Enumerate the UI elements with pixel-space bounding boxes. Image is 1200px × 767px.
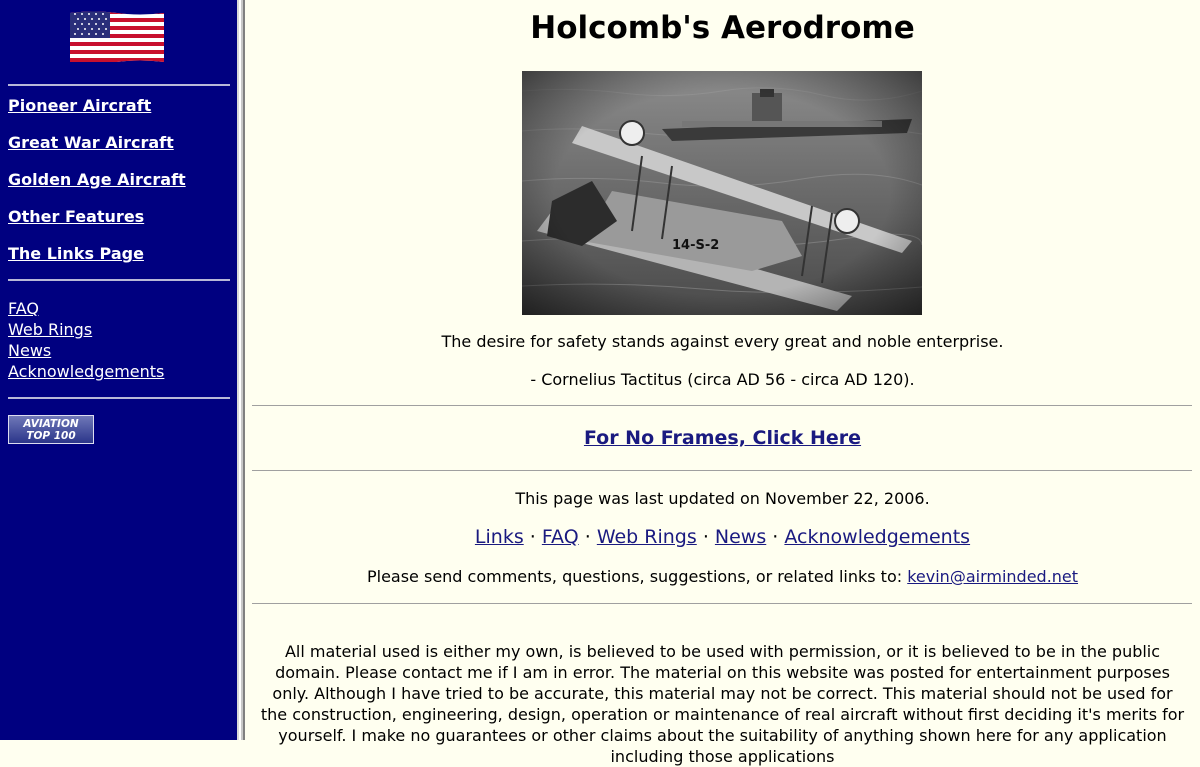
contact-prefix: Please send comments, questions, suggestions, or related links to: (366, 567, 903, 586)
main-frame (245, 0, 1200, 766)
left-frame (0, 0, 237, 740)
link-separator: · (529, 526, 536, 548)
quote-text: The desire for safety stands against every great and noble enterprise. (441, 332, 1004, 351)
contact-line (245, 567, 1200, 586)
quote-attribution: - Cornelius Tactitus (circa AD 56 - circa AD 120). (530, 370, 915, 389)
nav-link-links-page[interactable]: The Links Page (8, 244, 144, 263)
horizontal-rule (252, 603, 1192, 604)
link-separator: · (772, 526, 779, 548)
footer-link-links[interactable]: Links (474, 526, 524, 548)
no-frames-link[interactable]: For No Frames, Click Here (583, 427, 862, 449)
last-updated-text: This page was last updated on November 22, 2006. (515, 489, 930, 508)
horizontal-rule (252, 470, 1192, 471)
page-title: Holcomb's Aerodrome (530, 10, 915, 46)
footer-link-acknowledgements[interactable]: Acknowledgements (784, 526, 971, 548)
footer-links (245, 526, 1200, 548)
frame-divider[interactable] (237, 0, 245, 740)
nav-link-great-war-aircraft[interactable]: Great War Aircraft (8, 133, 174, 152)
aviation-top-100-badge[interactable] (8, 415, 94, 444)
us-flag-icon (70, 10, 164, 62)
nav-link-web-rings[interactable]: Web Rings (8, 320, 93, 339)
nav-link-news[interactable]: News (8, 341, 52, 360)
nav-link-pioneer-aircraft[interactable]: Pioneer Aircraft (8, 96, 152, 115)
sidebar-divider (8, 397, 230, 399)
badge-line1: AVIATION (23, 418, 79, 430)
footer-link-news[interactable]: News (714, 526, 767, 548)
biplane-photo (522, 71, 922, 315)
horizontal-rule (252, 405, 1192, 406)
nav-link-golden-age-aircraft[interactable]: Golden Age Aircraft (8, 170, 186, 189)
nav-link-faq[interactable]: FAQ (8, 299, 39, 318)
link-separator: · (584, 526, 591, 548)
nav-link-other-features[interactable]: Other Features (8, 207, 145, 226)
contact-email-link[interactable]: kevin@airminded.net (907, 567, 1079, 586)
sidebar-divider (8, 279, 230, 281)
footer-link-web-rings[interactable]: Web Rings (596, 526, 697, 548)
nav-link-acknowledgements[interactable]: Acknowledgements (8, 362, 165, 381)
link-separator: · (702, 526, 709, 548)
disclaimer-text: All material used is either my own, is believed to be used with permission, or it is believed to be in the public domain. Please contact me if I am in error. The material on this website was posted for entertainment purposes only. Although I have tried to be accurate, this material may not be correct. This material should not be used for the construction, engineering, design, operation or maintenance of real aircraft without first deciding it's merits for yourself. I make no guarantees or other claims about the suitability of anything shown here for any application including those applications (260, 642, 1185, 766)
badge-line2: TOP 100 (26, 430, 76, 442)
sidebar-divider (8, 84, 230, 86)
footer-link-faq[interactable]: FAQ (541, 526, 579, 548)
